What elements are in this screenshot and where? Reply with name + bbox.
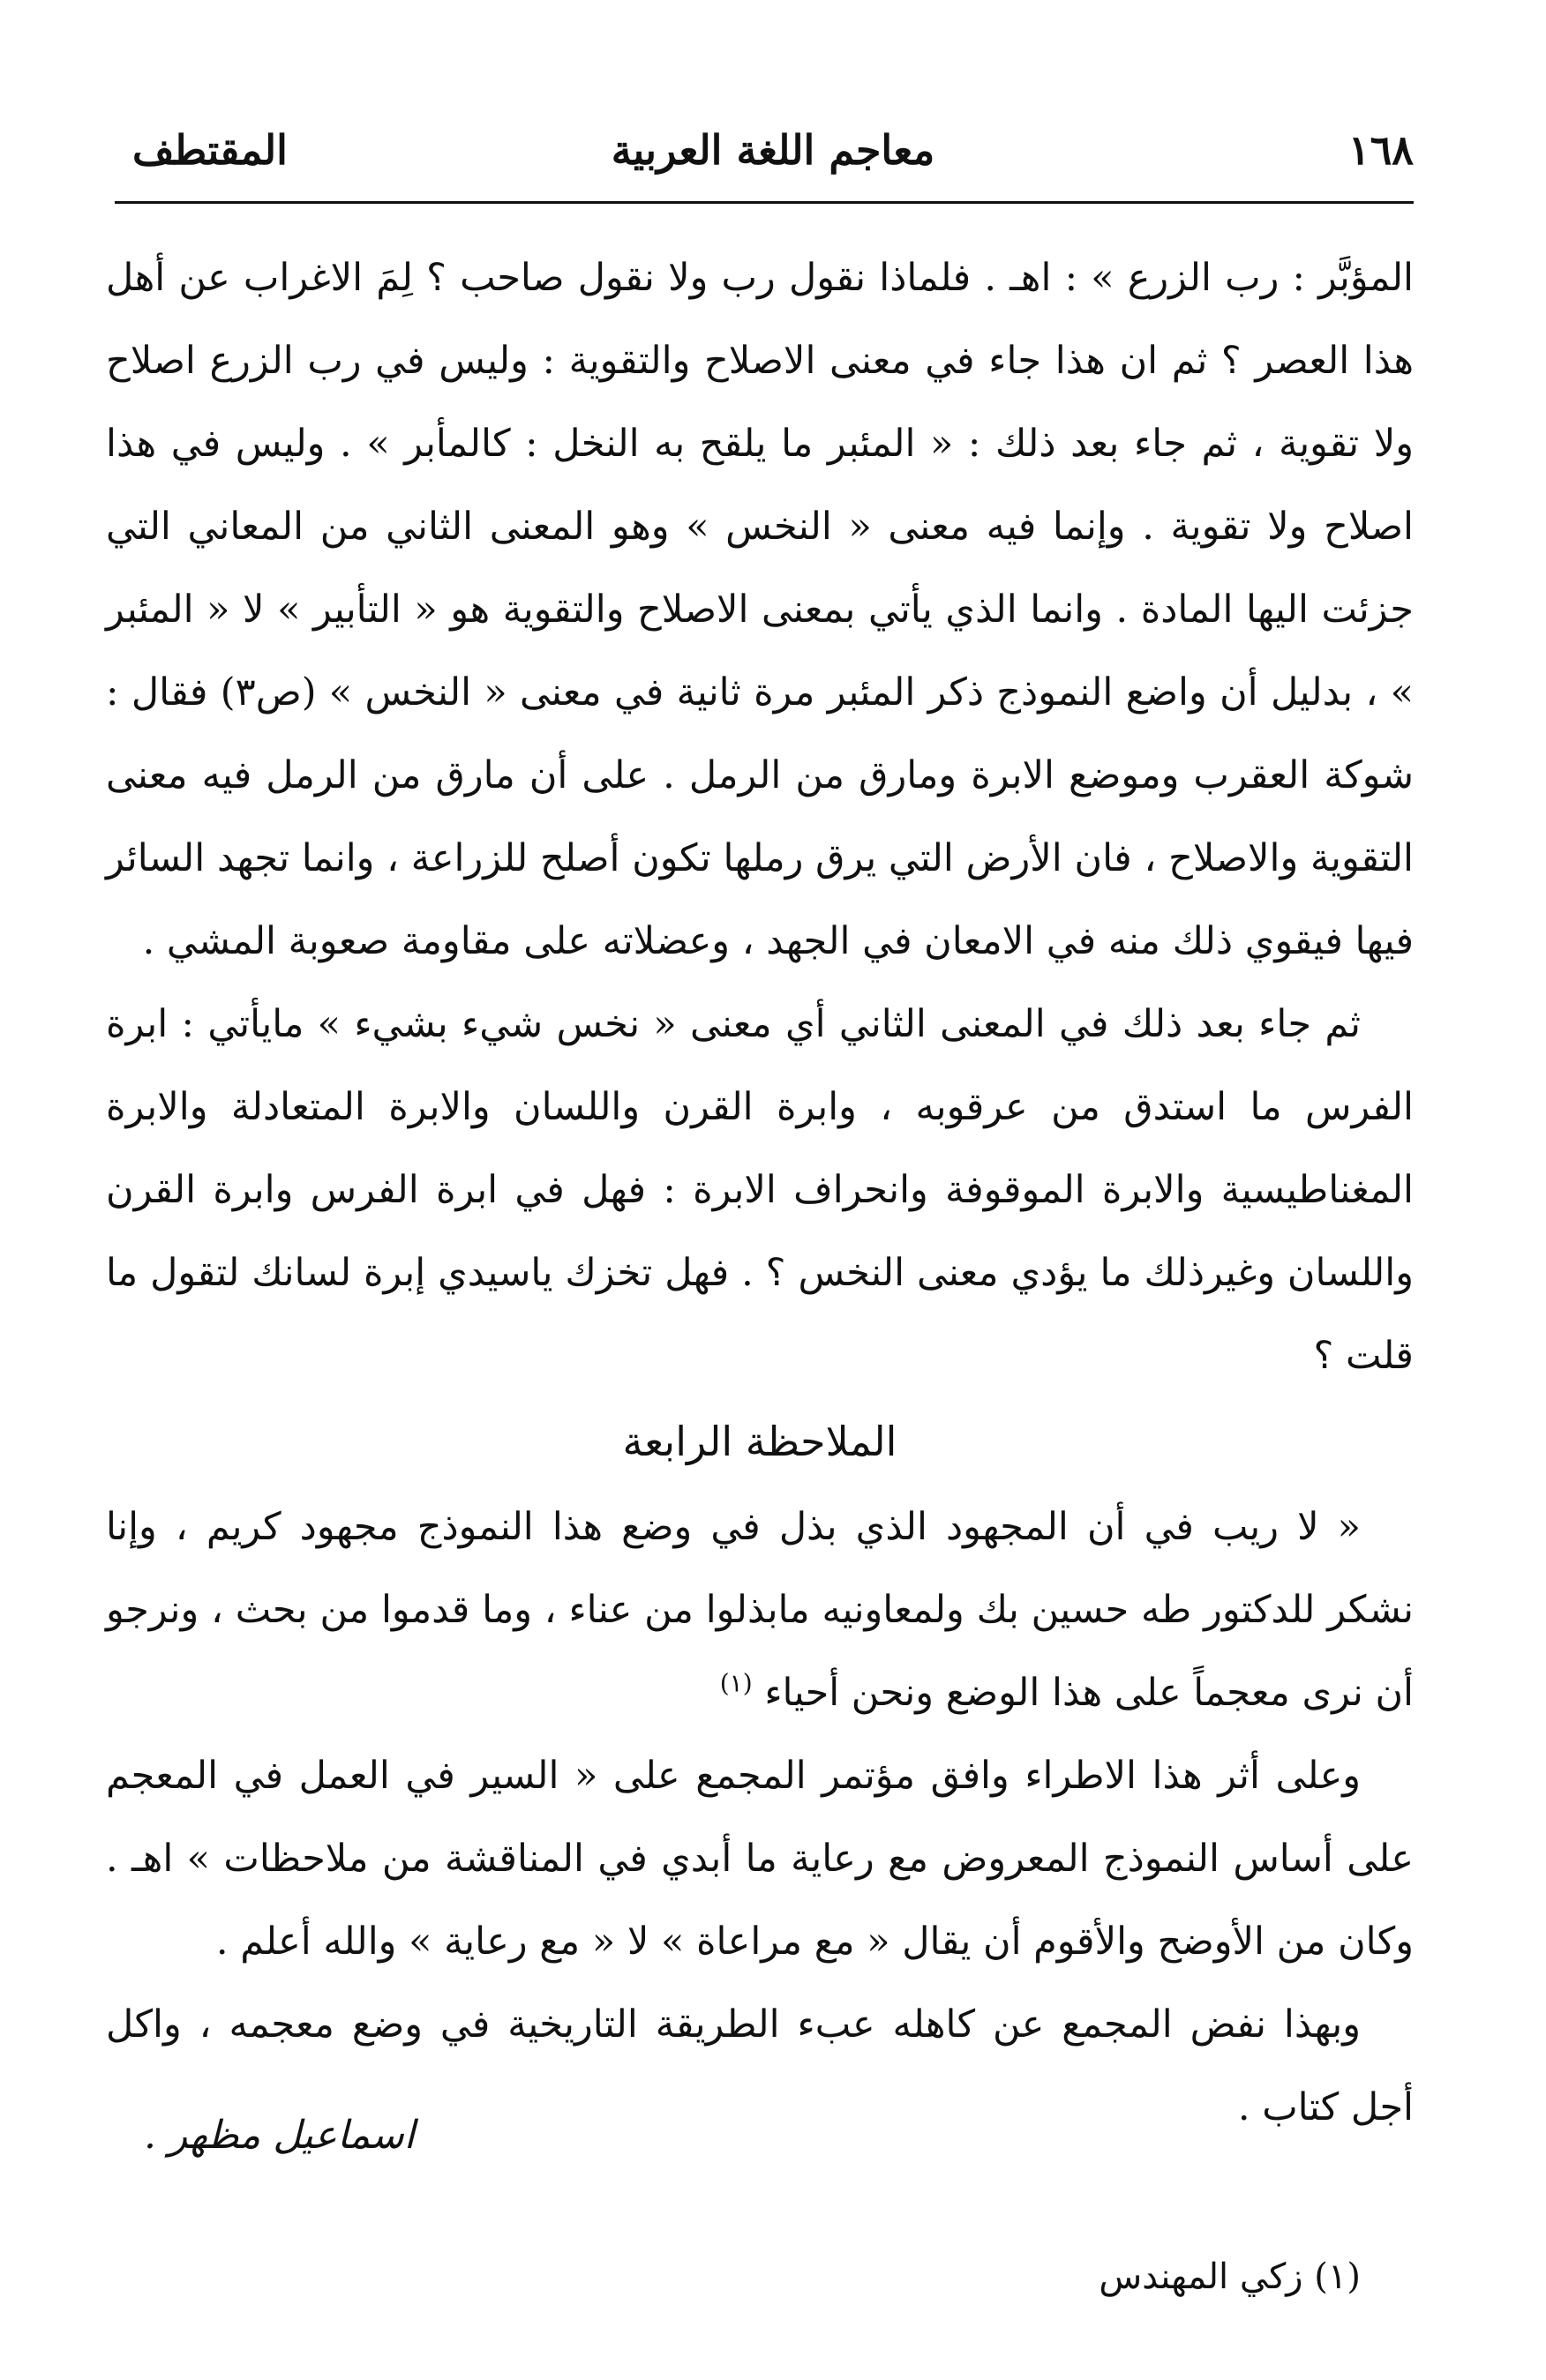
running-title: معاجم اللغة العربية [611, 126, 935, 174]
quote-paragraph [106, 1486, 1414, 1734]
paragraph-3: وعلى أثر هذا الاطراء وافق مؤتمر المجمع على « السير في العمل في المعجم على أساس النموذج المعروض مع رعاية ما أبدي في المناقشة من ملاحظات » اهـ . وكان من الأوضح والأقوم أن يقال « مع مراعاة » لا « مع رعاية » والله أعلم . [106, 1754, 1414, 1964]
page-number: ١٦٨ [1347, 126, 1414, 174]
article-body [106, 236, 1414, 2149]
author-signature: اسماعيل مظهر . [144, 2113, 415, 2158]
journal-name: المقتطف [132, 126, 288, 174]
header-rule [115, 201, 1414, 204]
page-header [132, 115, 1414, 185]
paragraph-2: ثم جاء بعد ذلك في المعنى الثاني أي معنى « نخس شيء بشيء » مايأتي : ابرة الفرس ما استدق من عرقوبه ، وابرة القرن واللسان والابرة المتعادلة والابرة المغناطيسية والابرة الموقوفة وانحراف الابرة : فهل في ابرة الفرس وابرة القرن واللسان وغيرذلك ما يؤدي معنى النخس ؟ . فهل تخزك ياسيدي إبرة لسانك لتقول ما قلت ؟ [106, 1002, 1414, 1378]
paragraph-1: المؤبَّر : رب الزرع » : اهـ . فلماذا نقول رب ولا نقول صاحب ؟ لِمَ الاغراب عن أهل هذا العصر ؟ ثم ان هذا جاء في معنى الاصلاح والتقوية : وليس في رب الزرع اصلاح ولا تقوية ، ثم جاء بعد ذلك : « المئبر ما يلقح به النخل : كالمأبر » . وليس في هذا اصلاح ولا تقوية . وإنما فيه معنى « النخس » وهو المعنى الثاني من المعاني التي جزئت اليها المادة . وانما الذي يأتي بمعنى الاصلاح والتقوية هو « التأبير » لا « المئبر » ، بدليل أن واضع النموذج ذكر المئبر مرة ثانية في معنى « النخس » (ص٣) فقال : شوكة العقرب وموضع الابرة ومارق من الرمل . على أن مارق من الرمل فيه معنى التقوية والاصلاح ، فان الأرض التي يرق رملها تكون أصلح للزراعة ، وانما تجهد السائر فيها فيقوي ذلك منه في الامعان في الجهد ، وعضلاته على مقاومة صعوبة المشي . [106, 256, 1414, 963]
section-title: الملاحظة الرابعة [622, 1418, 897, 1465]
footnote: (١) زكي المهندس [1099, 2257, 1361, 2297]
footnote-marker: (١) [719, 1668, 753, 1698]
paragraph-4: وبهذا نفض المجمع عن كاهله عبء الطريقة التاريخية في وضع معجمه ، واكل أجل كتاب . [106, 2002, 1414, 2129]
quote-text: « لا ريب في أن المجهود الذي بذل في وضع هذا النموذج مجهود كريم ، وإنا نشكر للدكتور طه حسين بك ولمعاونيه مابذلوا من عناء ، وما قدموا من بحث ، ونرجو أن نرى معجماً على هذا الوضع ونحن أحياء [106, 1505, 1414, 1715]
